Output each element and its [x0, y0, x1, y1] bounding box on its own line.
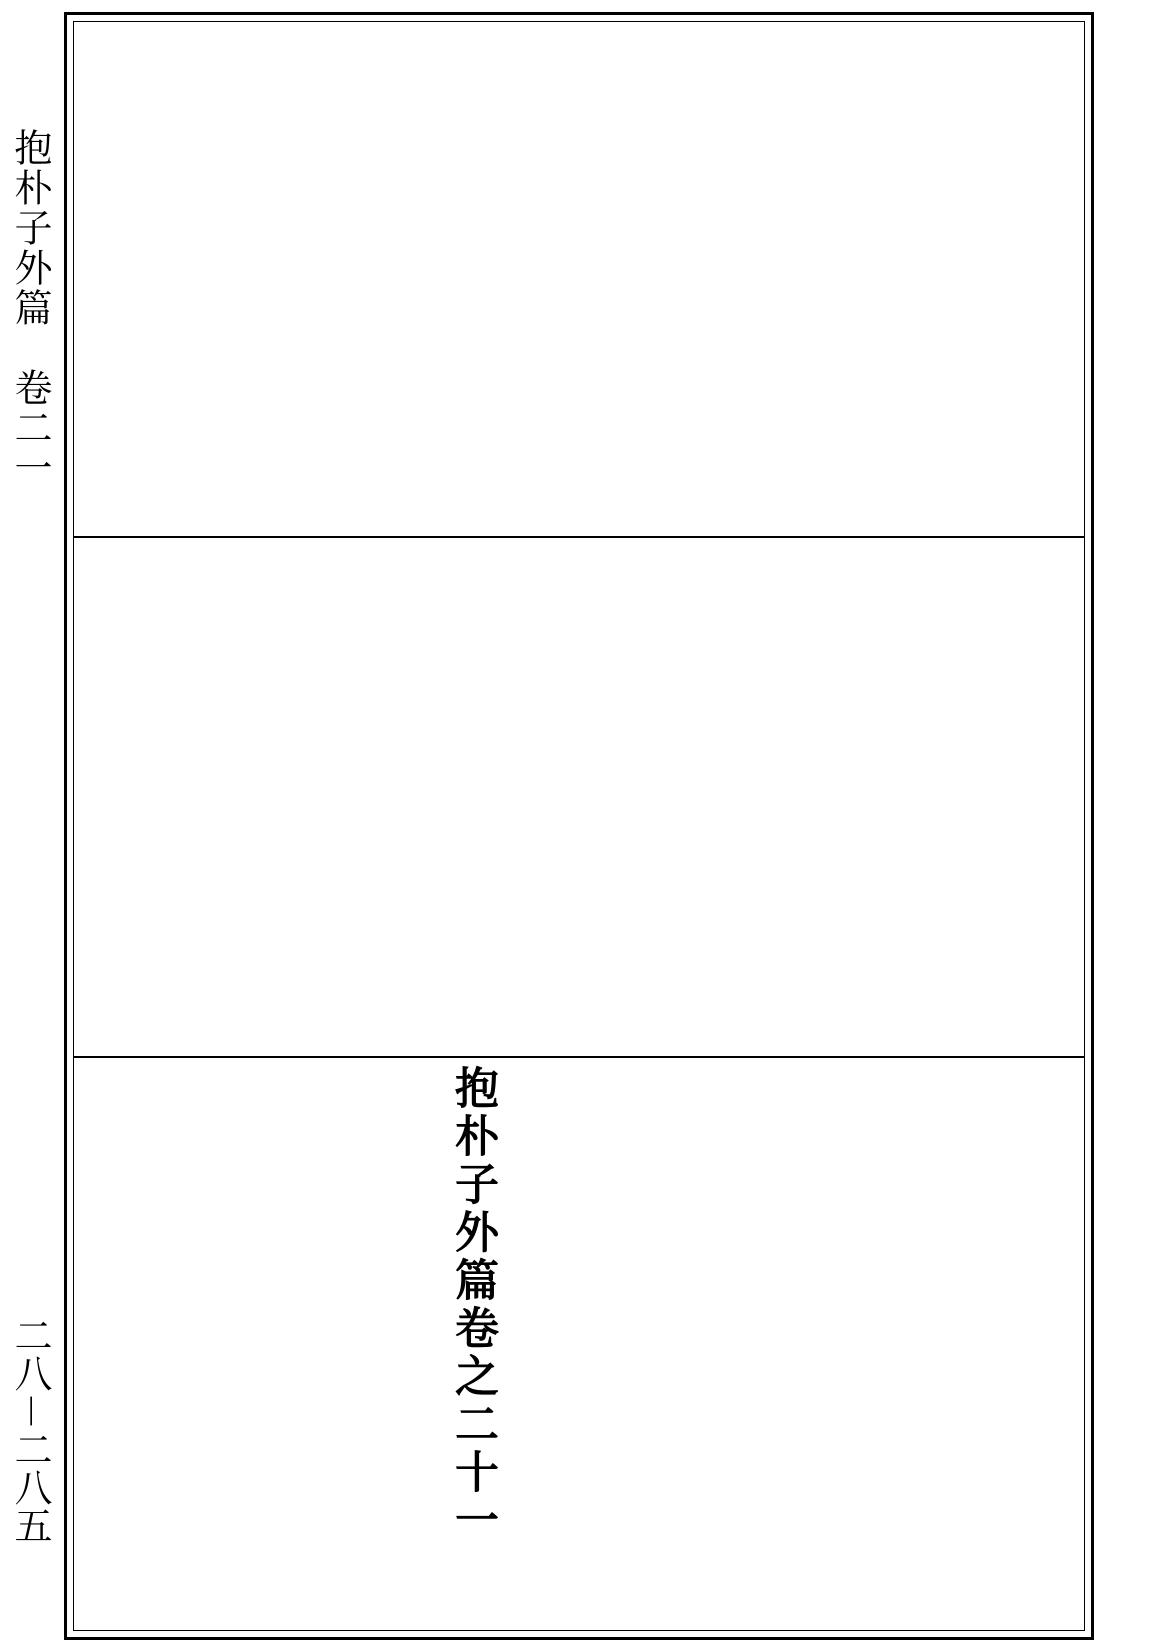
band-divider-1	[74, 536, 1084, 538]
page-inner-frame	[73, 21, 1085, 1631]
text-band-2	[94, 548, 1064, 1044]
text-band-1	[94, 32, 1064, 522]
chapter-end-title: 抱朴子外篇卷之二十一	[447, 1065, 498, 1545]
page-frame	[64, 12, 1094, 1640]
band-divider-2	[74, 1056, 1084, 1058]
side-page-number: 二八－二八五	[8, 1316, 52, 1545]
text-band-3	[94, 1068, 1064, 1568]
side-title: 抱朴子外篇 卷二一	[8, 128, 52, 488]
